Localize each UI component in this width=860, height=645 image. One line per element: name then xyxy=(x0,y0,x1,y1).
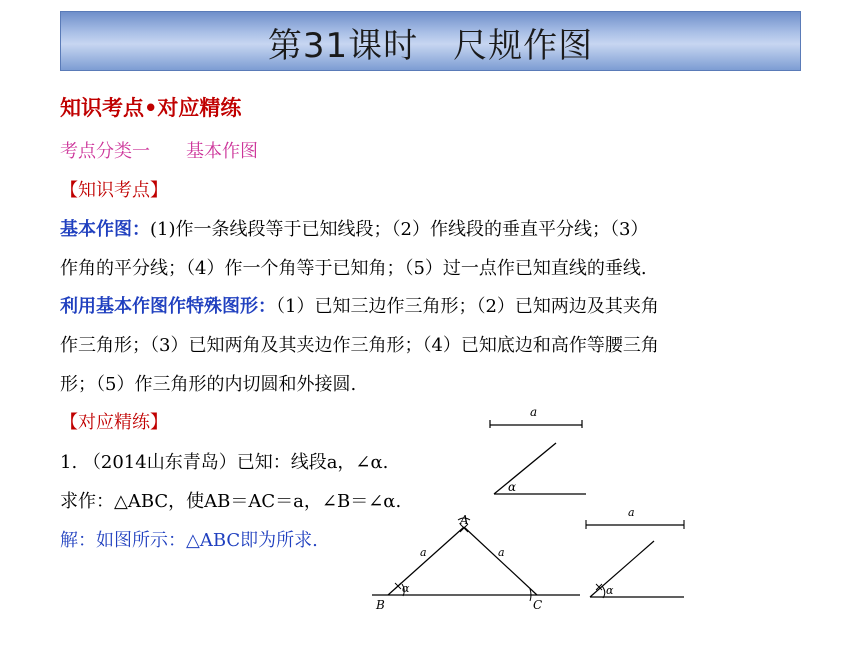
given-angle-alpha xyxy=(494,443,586,494)
reference-angle-label: α xyxy=(606,584,614,597)
practice-bracket: 【对应精练】 xyxy=(60,412,168,433)
basic-construction-text-2: 作角的平分线；（4）作一个角等于已知角；（5）过一点作已知直线的垂线. xyxy=(60,258,647,279)
triangle-construction xyxy=(372,513,580,612)
given-segment-label: a xyxy=(530,405,538,419)
basic-construction-label: 基本作图： xyxy=(60,219,150,240)
vertex-b-label: B xyxy=(376,598,385,612)
given-angle-label: α xyxy=(508,480,517,494)
knowledge-bracket: 【知识考点】 xyxy=(60,180,168,201)
special-construction-label: 利用基本作图作特殊图形： xyxy=(60,296,276,317)
side-ac-label: a xyxy=(498,546,505,559)
reference-segment-label: a xyxy=(628,506,635,519)
solution-text: 解：如图所示：△ABC即为所求. xyxy=(60,530,318,551)
page-title: 第31课时 尺规作图 xyxy=(267,26,594,66)
special-construction-text-3: 形；（5）作三角形的内切圆和外接圆. xyxy=(60,374,357,395)
problem-statement-2: 求作：△ABC，使AB＝AC＝a，∠B＝∠α. xyxy=(60,491,402,512)
reference-segment-a xyxy=(586,506,684,529)
category-label: 考点分类一 基本作图 xyxy=(60,141,258,162)
reference-angle-alpha xyxy=(590,541,684,598)
given-segment-a xyxy=(490,405,582,428)
problem-statement-1: 1. （2014山东青岛）已知：线段a，∠α. xyxy=(60,452,389,473)
basic-construction-text-1: (1)作一条线段等于已知线段；（2）作线段的垂直平分线；（3） xyxy=(150,219,649,240)
section-heading: 知识考点•对应精练 xyxy=(60,96,242,120)
side-ab-label: a xyxy=(420,546,427,559)
angle-b-label: α xyxy=(402,582,410,595)
special-construction-text-2: 作三角形；（3）已知两角及其夹边作三角形；（4）已知底边和高作等腰三角 xyxy=(60,335,659,356)
special-construction-text-1: （1）已知三边作三角形；（2）已知两边及其夹角 xyxy=(276,296,659,317)
vertex-c-label: C xyxy=(533,598,543,612)
vertex-a-label: A xyxy=(460,513,469,527)
